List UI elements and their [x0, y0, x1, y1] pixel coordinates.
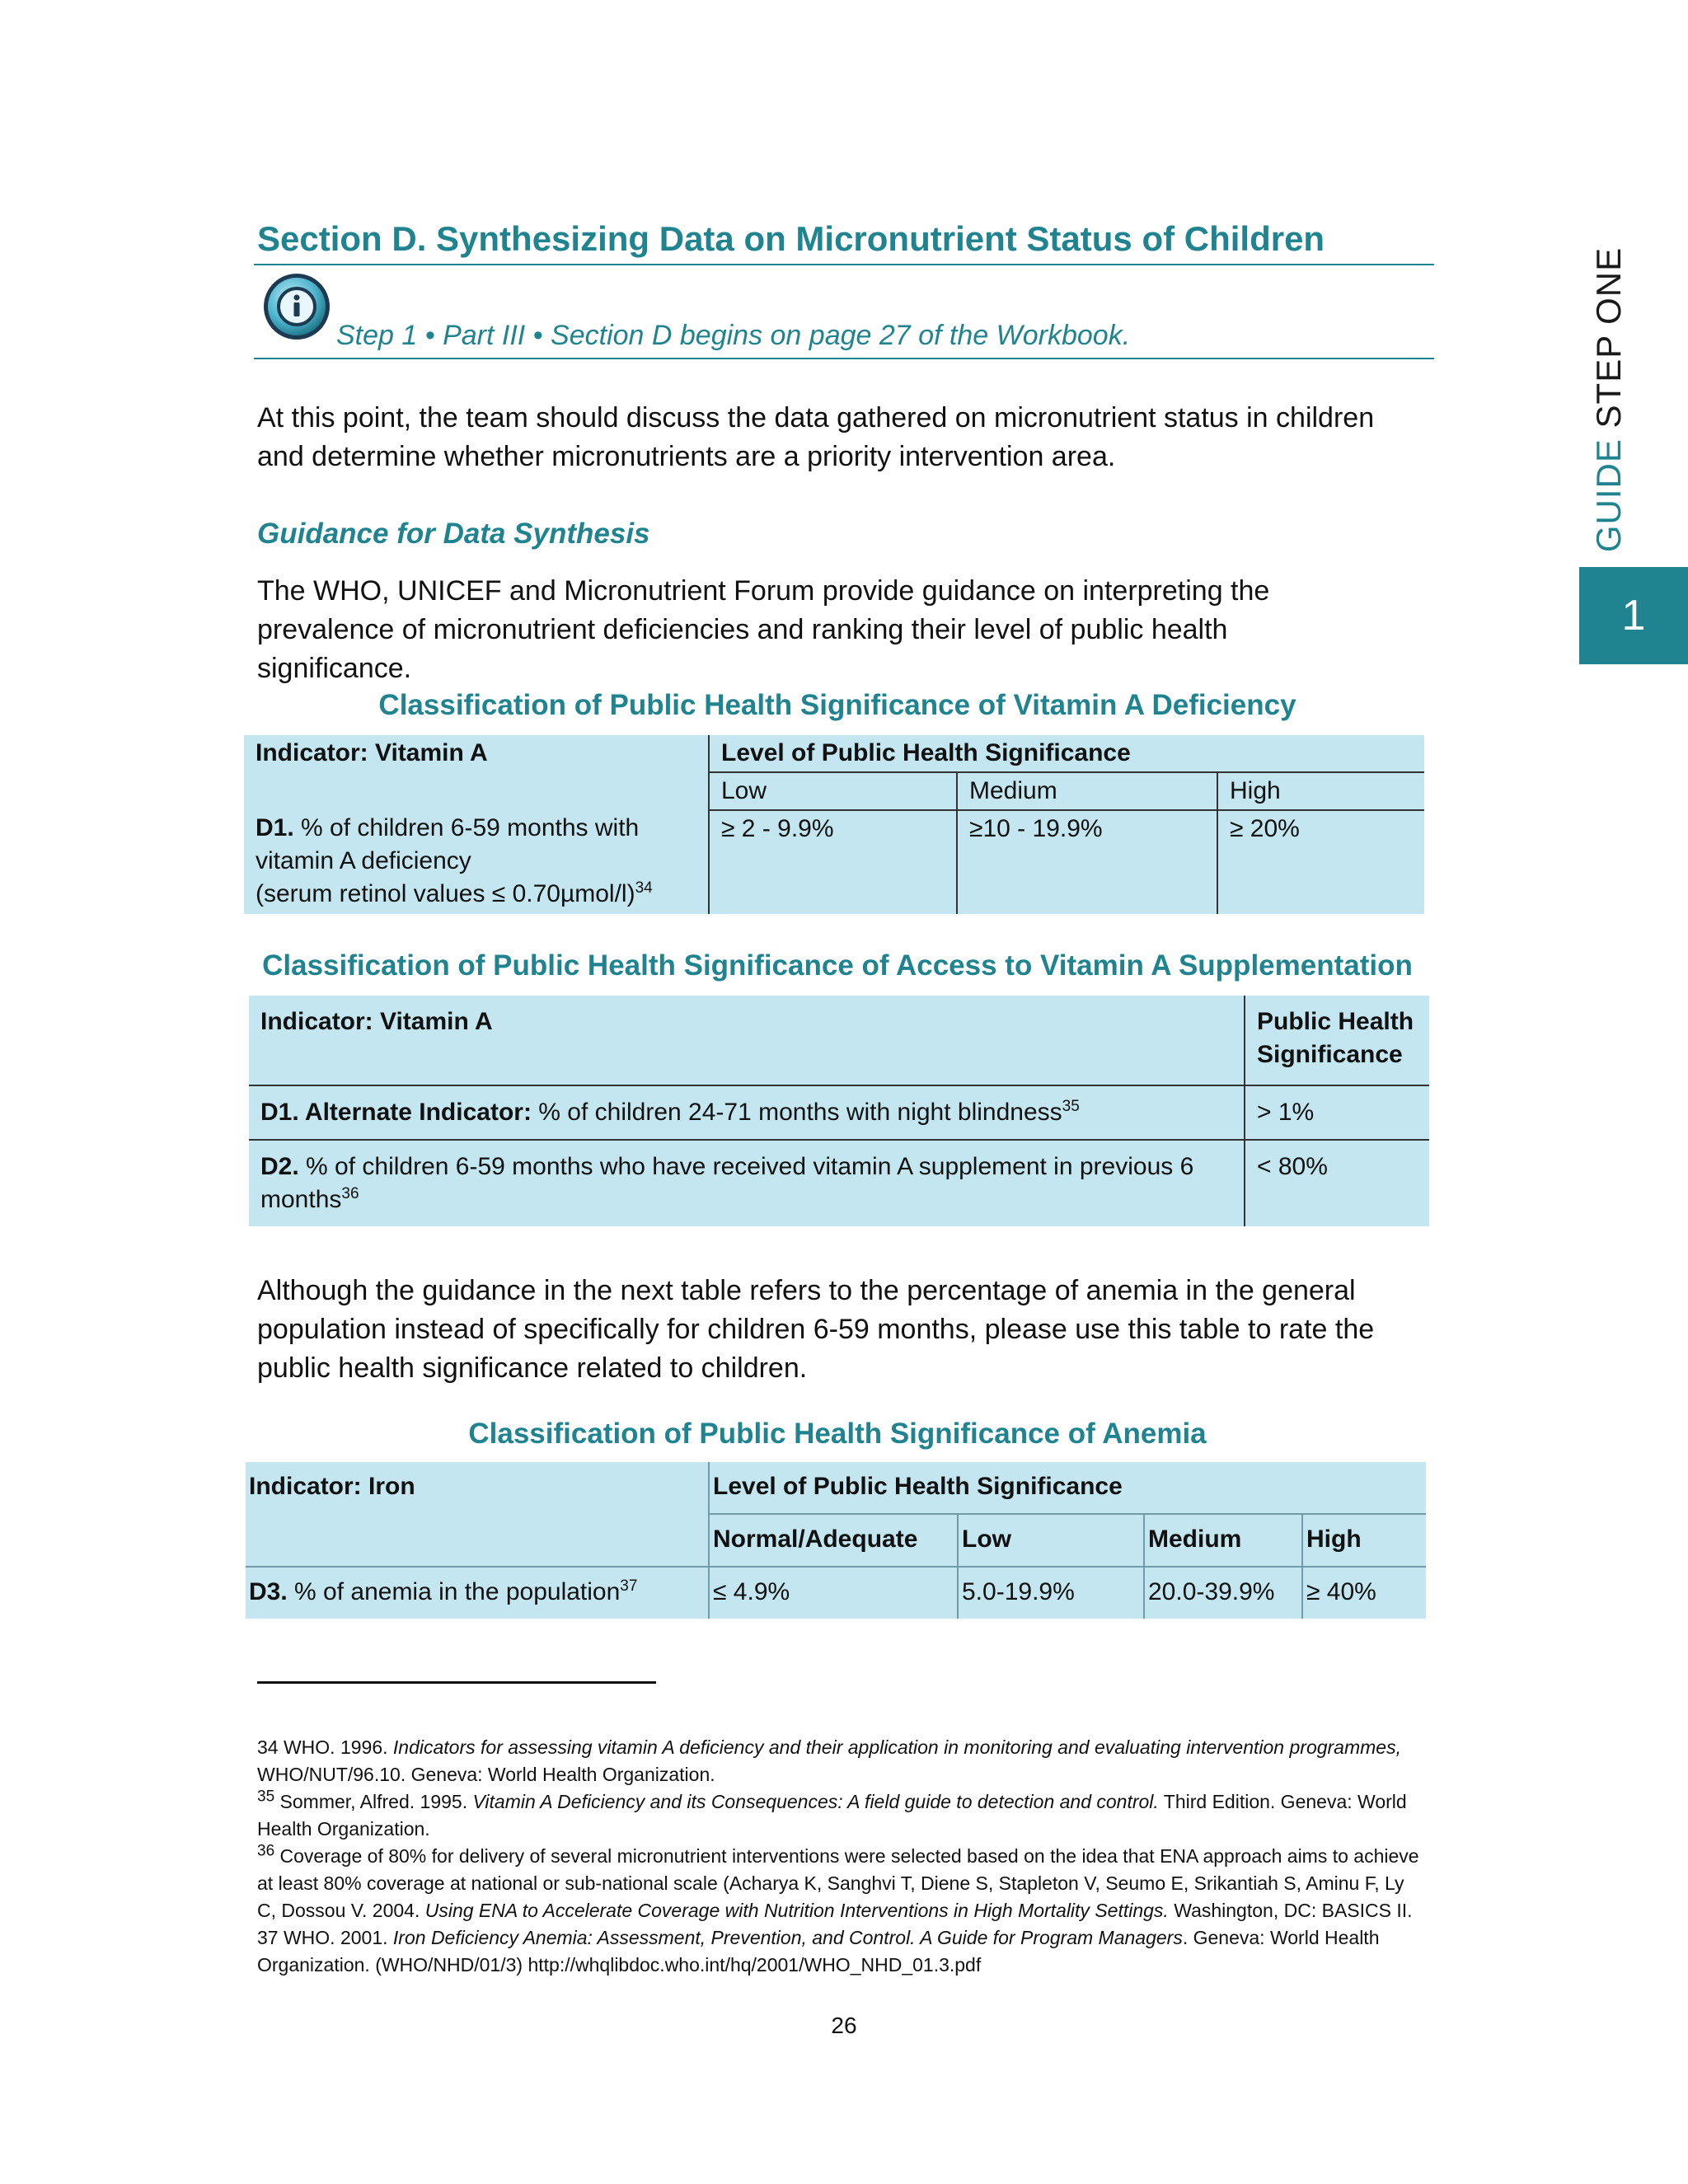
footnote-rule: [257, 1681, 656, 1684]
footnote-35: [257, 1788, 1428, 1843]
value-medium: 20.0-39.9%: [1144, 1567, 1302, 1619]
col-high: High: [1217, 772, 1424, 810]
table-row: [246, 1567, 1426, 1619]
value-high: ≥ 20%: [1217, 810, 1424, 914]
row-text: % of children 6-59 months with: [293, 814, 640, 841]
col-medium: Medium: [957, 772, 1217, 810]
footnote-text: Sommer, Alfred. 1995.: [274, 1791, 473, 1812]
col-medium: Medium: [1144, 1514, 1302, 1567]
footnote-36: [257, 1843, 1428, 1924]
side-tab-number: 1: [1579, 567, 1688, 664]
table-row: [249, 1140, 1429, 1226]
footnote-ref: 36: [341, 1185, 359, 1202]
value-threshold: > 1%: [1245, 1085, 1429, 1140]
col-high: High: [1302, 1514, 1426, 1567]
value-normal: ≤ 4.9%: [709, 1567, 958, 1619]
guidance-paragraph: The WHO, UNICEF and Micronutrient Forum provide guidance on interpreting the prevalence of micronutrient deficiencies and ranking their level of public health significance.: [257, 575, 1270, 684]
table-row: [244, 810, 1424, 914]
indicator-d2: [249, 1140, 1245, 1226]
footnote-number: 35: [257, 1788, 275, 1806]
page-number: 26: [831, 2013, 857, 2038]
indicator-d3: [246, 1567, 709, 1619]
footnote-37: [257, 1924, 1428, 1979]
section-heading: Section D. Synthesizing Data on Micronutrient Status of Children: [257, 219, 1325, 258]
level-header: Level of Public Health Significance: [709, 1462, 1426, 1514]
row-text: % of anemia in the population: [287, 1578, 621, 1605]
side-label-step: STEP ONE: [1589, 246, 1628, 439]
row-text: vitamin A deficiency: [256, 847, 471, 874]
row-code: D2.: [260, 1153, 299, 1180]
row-code: D1.: [256, 814, 294, 841]
table-row: [249, 1085, 1429, 1140]
footnotes: [257, 1734, 1428, 1979]
footnote-ref: 35: [1062, 1098, 1080, 1115]
intro-paragraph: At this point, the team should discuss the data gathered on micronutrient status in children and determine whether micronutrients are a priority intervention area.: [257, 402, 1375, 472]
footnote-title: Using ENA to Accelerate Coverage with Nutrition Interventions in High Mortality Settings.: [424, 1900, 1169, 1921]
table-vitamin-a-deficiency: [244, 735, 1424, 914]
footnote-title: Iron Deficiency Anemia: Assessment, Prevention, and Control. A Guide for Program Managers: [392, 1927, 1183, 1948]
indicator-d1-alternate: [249, 1085, 1245, 1140]
indicator-header: Indicator: Vitamin A: [256, 739, 488, 766]
col-low: Low: [958, 1514, 1144, 1567]
value-low: ≥ 2 - 9.9%: [709, 810, 957, 914]
footnote-text: 34 WHO. 1996.: [257, 1736, 393, 1758]
info-icon: [262, 272, 331, 341]
value-medium: ≥10 - 19.9%: [957, 810, 1217, 914]
col-low: Low: [709, 772, 957, 810]
row-text: % of children 24-71 months with night blindness: [531, 1099, 1062, 1126]
info-rule: [254, 358, 1434, 359]
info-note: Step 1 • Part III • Section D begins on page 27 of the Workbook.: [336, 320, 1131, 351]
footnote-text: WHO/NUT/96.10. Geneva: World Health Organization.: [257, 1764, 715, 1785]
footnote-title: Indicators for assessing vitamin A deficiency and their application in monitoring and evaluating intervention programmes,: [392, 1736, 1401, 1758]
footnote-ref: 34: [635, 879, 653, 897]
footnote-ref: 37: [620, 1577, 638, 1595]
side-tab-label: [1584, 247, 1634, 552]
table-vitamin-a-supplementation: [249, 996, 1429, 1226]
indicator-header: Indicator: Vitamin A: [260, 1008, 493, 1035]
value-high: ≥ 40%: [1302, 1567, 1426, 1619]
significance-header: Public Health Significance: [1245, 996, 1429, 1085]
row-code: D3.: [249, 1578, 288, 1605]
anemia-paragraph: Although the guidance in the next table refers to the percentage of anemia in the general population instead of specifically for children 6-59 months, please use this table to rate the public health significance related to children.: [257, 1275, 1375, 1384]
level-header: Level of Public Health Significance: [709, 735, 1424, 772]
guidance-heading: Guidance for Data Synthesis: [257, 518, 650, 550]
table-supplementation-caption: Classification of Public Health Significance of Access to Vitamin A Supplementation: [262, 949, 1413, 982]
footnote-text: Coverage of 80% for delivery of several micronutrient interventions were selected based on the idea that ENA approach aims to achieve at least 80% coverage at national or sub-national scale (Acharya K, Sanghvi T, Diene S, Stapleton V, Seumo E, Srikantiah S, Aminu F, Ly C, Dossou V. 2004.: [257, 1845, 1419, 1921]
indicator-header: Indicator: Iron: [249, 1473, 415, 1500]
footnote-text: 37 WHO. 2001.: [257, 1927, 393, 1948]
col-normal: Normal/Adequate: [709, 1514, 958, 1567]
row-text: (serum retinol values ≤ 0.70µmol/l): [256, 880, 635, 907]
footnote-title: Vitamin A Deficiency and its Consequences: A field guide to detection and control.: [472, 1791, 1159, 1812]
side-label-guide: GUIDE: [1589, 438, 1628, 553]
footnote-text: . Geneva: World Health Organization. (WHO/NHD/01/3) http://whqlibdoc.who.int/hq/2001/WHO_NHD_01.3.pdf: [257, 1927, 1380, 1975]
footnote-34: [257, 1734, 1428, 1788]
row-text: % of children 6-59 months who have received vitamin A supplement in previous 6 months: [260, 1153, 1194, 1213]
table-anemia: [246, 1462, 1426, 1619]
table-anemia-caption: Classification of Public Health Significance of Anemia: [468, 1418, 1207, 1450]
value-threshold: < 80%: [1245, 1140, 1429, 1226]
heading-rule: [254, 264, 1434, 265]
footnote-number: 36: [257, 1842, 275, 1860]
footnote-text: Third Edition. Geneva: World Health Organization.: [257, 1791, 1407, 1840]
footnote-text: Washington, DC: BASICS II.: [1168, 1900, 1413, 1921]
row-code: D1. Alternate Indicator:: [260, 1099, 532, 1126]
value-low: 5.0-19.9%: [958, 1567, 1144, 1619]
indicator-d1: [244, 810, 709, 914]
table-vitamin-a-caption: Classification of Public Health Significance of Vitamin A Deficiency: [378, 689, 1296, 721]
